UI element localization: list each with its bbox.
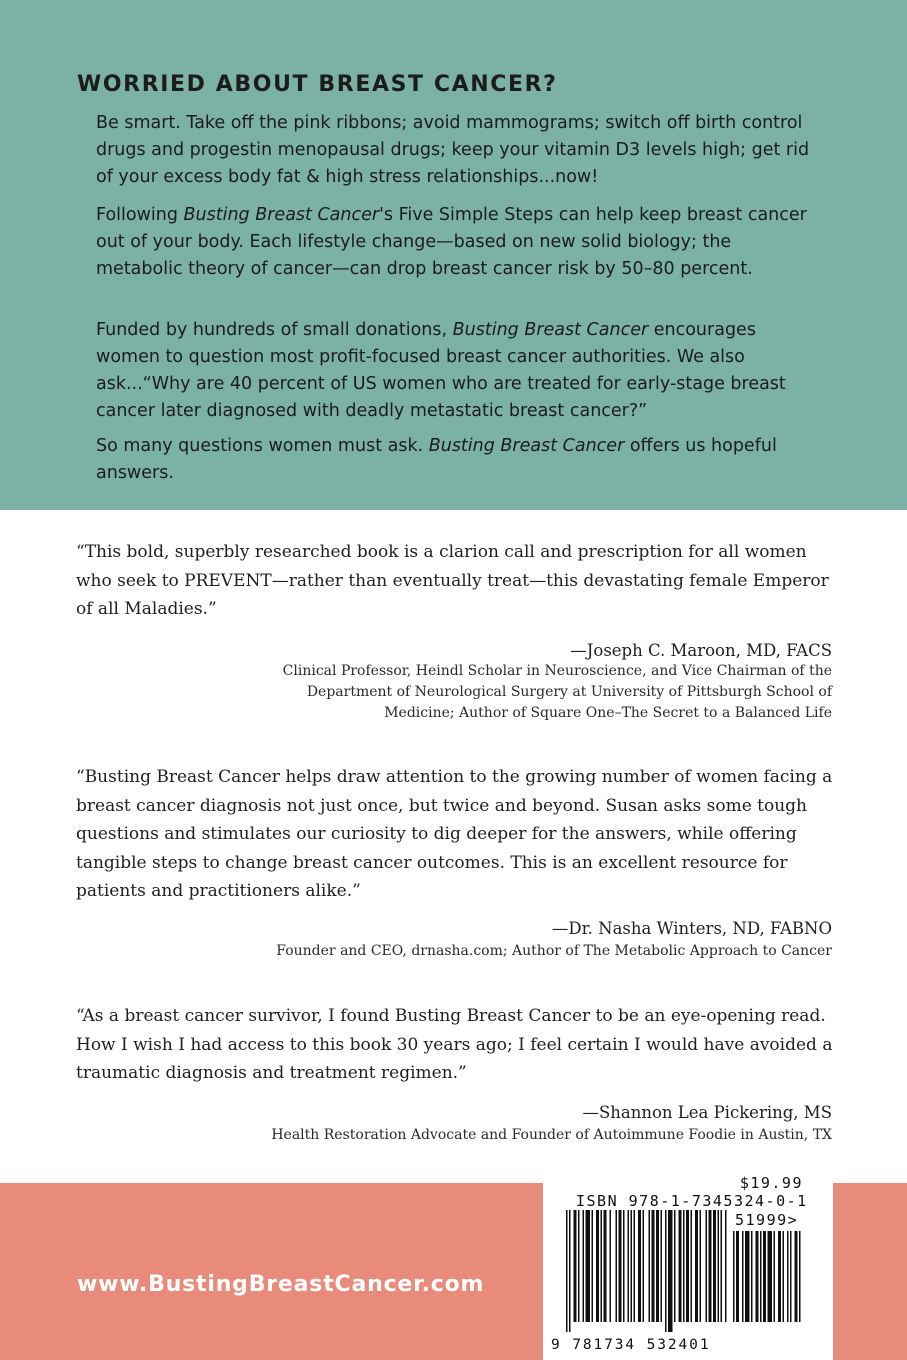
isbn-text: ISBN 978-1-7345324-0-1 xyxy=(576,1192,808,1210)
testimonial-quote: “Busting Breast Cancer helps draw attention to the growing number of women facing a breast cancer diagnosis not just once, but twice and beyond. Susan asks some tough questions and stimulates our curiosity to dig deeper for the answers, while offering tangible steps to change breast cancer outcomes. This is an excellent resource for patients and practitioners alike.” xyxy=(76,767,833,901)
blurb-paragraph-1: Be smart. Take off the pink ribbons; avoid mammograms; switch off birth control drugs and progestin menopausal drugs; keep your vitamin D3 levels high; get rid of your excess body fat & high stress relationships...now! xyxy=(96,113,810,187)
isbn-barcode-icon xyxy=(566,1210,728,1332)
addon-text: 51999> xyxy=(735,1211,799,1229)
blurb-heading: WORRIED ABOUT BREAST CANCER? xyxy=(77,72,558,97)
testimonial-credentials: Clinical Professor, Heindl Scholar in Neuroscience, and Vice Chairman of the Department of Neurological Surgery at University of Pittsburgh School of Medicine; Author of Square One–The Secret to a Balanced Life xyxy=(282,663,832,721)
book-title-italic: Busting Breast Cancer xyxy=(428,436,625,456)
blurb-paragraph-4: So many questions women must ask. Busting Breast Cancer offers us hopeful answers. xyxy=(96,436,777,483)
barcode-number: 9 781734 532401 xyxy=(551,1337,711,1353)
testimonial-author: —Joseph C. Maroon, MD, FACS xyxy=(570,641,832,660)
testimonial-author: —Dr. Nasha Winters, ND, FABNO xyxy=(551,919,832,938)
testimonial-author: —Shannon Lea Pickering, MS xyxy=(582,1103,832,1122)
testimonial-quote: “As a breast cancer survivor, I found Busting Breast Cancer to be an eye-opening read. How I wish I had access to this book 30 years ago; I feel certain I would have avoided a traumatic diagnosis and treatment regimen.” xyxy=(76,1006,833,1083)
testimonial-credentials: Founder and CEO, drnasha.com; Author of The Metabolic Approach to Cancer xyxy=(276,943,832,959)
blurb-paragraph-2: Following Busting Breast Cancer's Five Simple Steps can help keep breast cancer out of your body. Each lifestyle change—based on new solid biology; the metabolic theory of cancer—can drop breast cancer risk by 50–80 percent. xyxy=(96,205,807,279)
book-title-italic: Busting Breast Cancer xyxy=(183,205,380,225)
website-url: www.BustingBreastCancer.com xyxy=(77,1272,485,1297)
price-text: $19.99 xyxy=(739,1174,803,1192)
testimonial-quote: “This bold, superbly researched book is a clarion call and prescription for all women who seek to PREVENT—rather than eventually treat—this devastating female Emperor of all Maladies.” xyxy=(76,542,829,619)
book-title-italic: Busting Breast Cancer xyxy=(452,320,649,340)
blurb-paragraph-3: Funded by hundreds of small donations, Busting Breast Cancer encourages women to question most profit-focused breast cancer authorities. We also ask...“Why are 40 percent of US women who are treated for early-stage breast cancer later diagnosed with deadly metastatic breast cancer?” xyxy=(96,320,786,421)
testimonial-credentials: Health Restoration Advocate and Founder of Autoimmune Foodie in Austin, TX xyxy=(271,1127,832,1143)
price-addon-barcode-icon xyxy=(733,1231,805,1332)
